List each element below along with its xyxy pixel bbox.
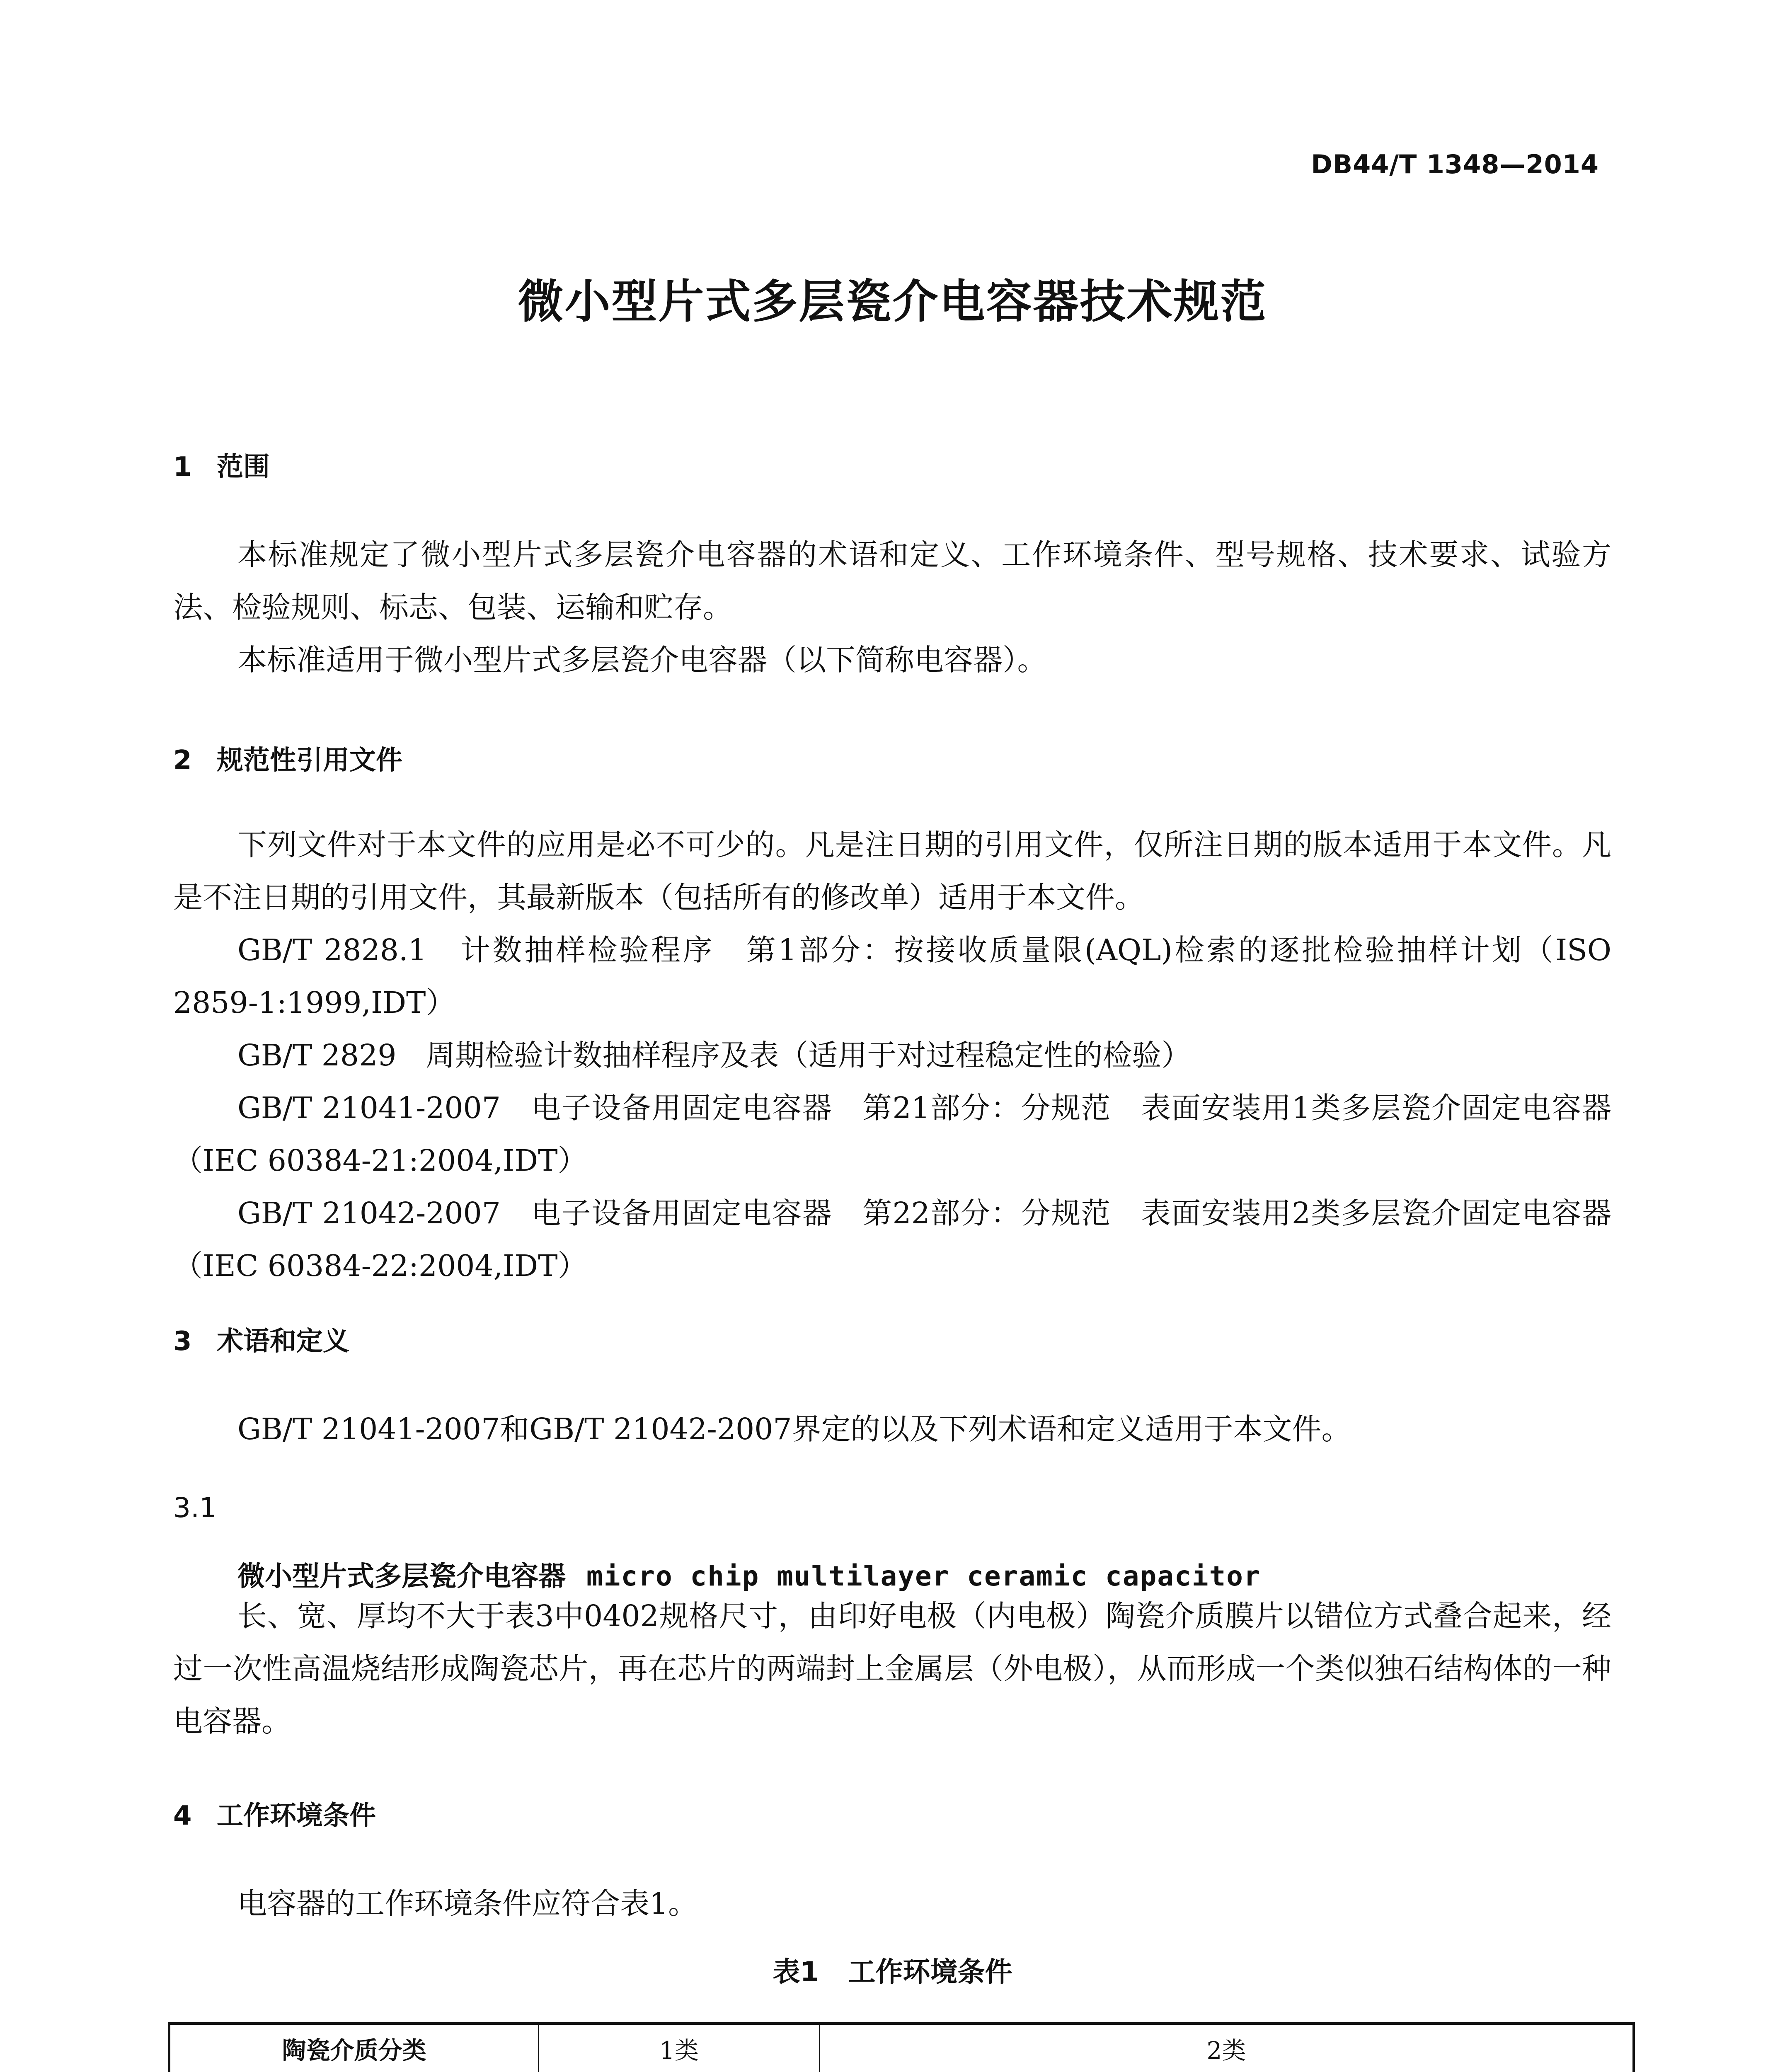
section-1-paragraph-2: 本标准适用于微小型片式多层瓷介电容器（以下简称电容器）。: [237, 643, 1047, 677]
term-entry: [237, 1554, 1261, 1593]
term-chinese: 微小型片式多层瓷介电容器: [237, 1560, 566, 1592]
table-cell: 2类: [819, 2024, 1634, 2072]
document-title: 微小型片式多层瓷介电容器技术规范: [518, 275, 1267, 328]
table-title: 工作环境条件: [848, 1956, 1012, 1988]
section-number: 3: [173, 1326, 192, 1357]
section-1-heading: [173, 445, 270, 484]
table-number: 表1: [773, 1956, 819, 1988]
section-title: 范围: [217, 452, 270, 482]
section-4-paragraph-1: 电容器的工作环境条件应符合表1。: [237, 1886, 698, 1921]
section-title: 规范性引用文件: [217, 745, 402, 776]
section-2-heading: [173, 739, 402, 777]
table-row: [169, 2024, 1634, 2072]
section-title: 工作环境条件: [217, 1801, 376, 1831]
section-title: 术语和定义: [217, 1326, 349, 1357]
term-definition: 长、宽、厚均不大于表3中0402规格尺寸，由印好电极（内电极）陶瓷介质膜片以错位方式叠合起来，经过一次性高温烧结形成陶瓷芯片，再在芯片的两端封上金属层（外电极），从而形成一个类似独石结构体的一种电容器。: [173, 1599, 1611, 1738]
reference-item: GB/T 21042-2007 电子设备用固定电容器 第22部分：分规范 表面安装用2类多层瓷介固定电容器（IEC 60384-22:2004,IDT）: [173, 1196, 1611, 1283]
section-3-paragraph-1: GB/T 21041-2007和GB/T 21042-2007界定的以及下列术语和定义适用于本文件。: [237, 1412, 1351, 1446]
reference-item: GB/T 21041-2007 电子设备用固定电容器 第21部分：分规范 表面安装用1类多层瓷介固定电容器（IEC 60384-21:2004,IDT）: [173, 1091, 1611, 1178]
section-1-paragraph-1: 本标准规定了微小型片式多层瓷介电容器的术语和定义、工作环境条件、型号规格、技术要求、试验方法、检验规则、标志、包装、运输和贮存。: [173, 537, 1611, 625]
reference-item: GB/T 2828.1 计数抽样检验程序 第1部分：按接收质量限(AQL)检索的逐批检验抽样计划（ISO 2859-1:1999,IDT）: [173, 933, 1611, 1020]
table-caption: [0, 1950, 1785, 1989]
section-2-paragraph-1: 下列文件对于本文件的应用是必不可少的。凡是注日期的引用文件，仅所注日期的版本适用于本文件。凡是不注日期的引用文件，其最新版本（包括所有的修改单）适用于本文件。: [173, 828, 1611, 915]
subsection-number: 3.1: [173, 1492, 217, 1524]
section-number: 2: [173, 745, 192, 776]
section-3-heading: [173, 1320, 349, 1358]
table-cell: 1类: [538, 2024, 819, 2072]
reference-item: GB/T 2829 周期检验计数抽样程序及表（适用于对过程稳定性的检验）: [237, 1038, 1191, 1072]
row-label: 陶瓷介质分类: [169, 2024, 538, 2072]
section-number: 1: [173, 452, 192, 482]
term-english: micro chip multilayer ceramic capacitor: [586, 1560, 1261, 1592]
environment-conditions-table: [168, 2022, 1635, 2072]
section-4-heading: [173, 1794, 376, 1832]
document-code: DB44/T 1348—2014: [1311, 149, 1599, 179]
section-number: 4: [173, 1801, 192, 1831]
